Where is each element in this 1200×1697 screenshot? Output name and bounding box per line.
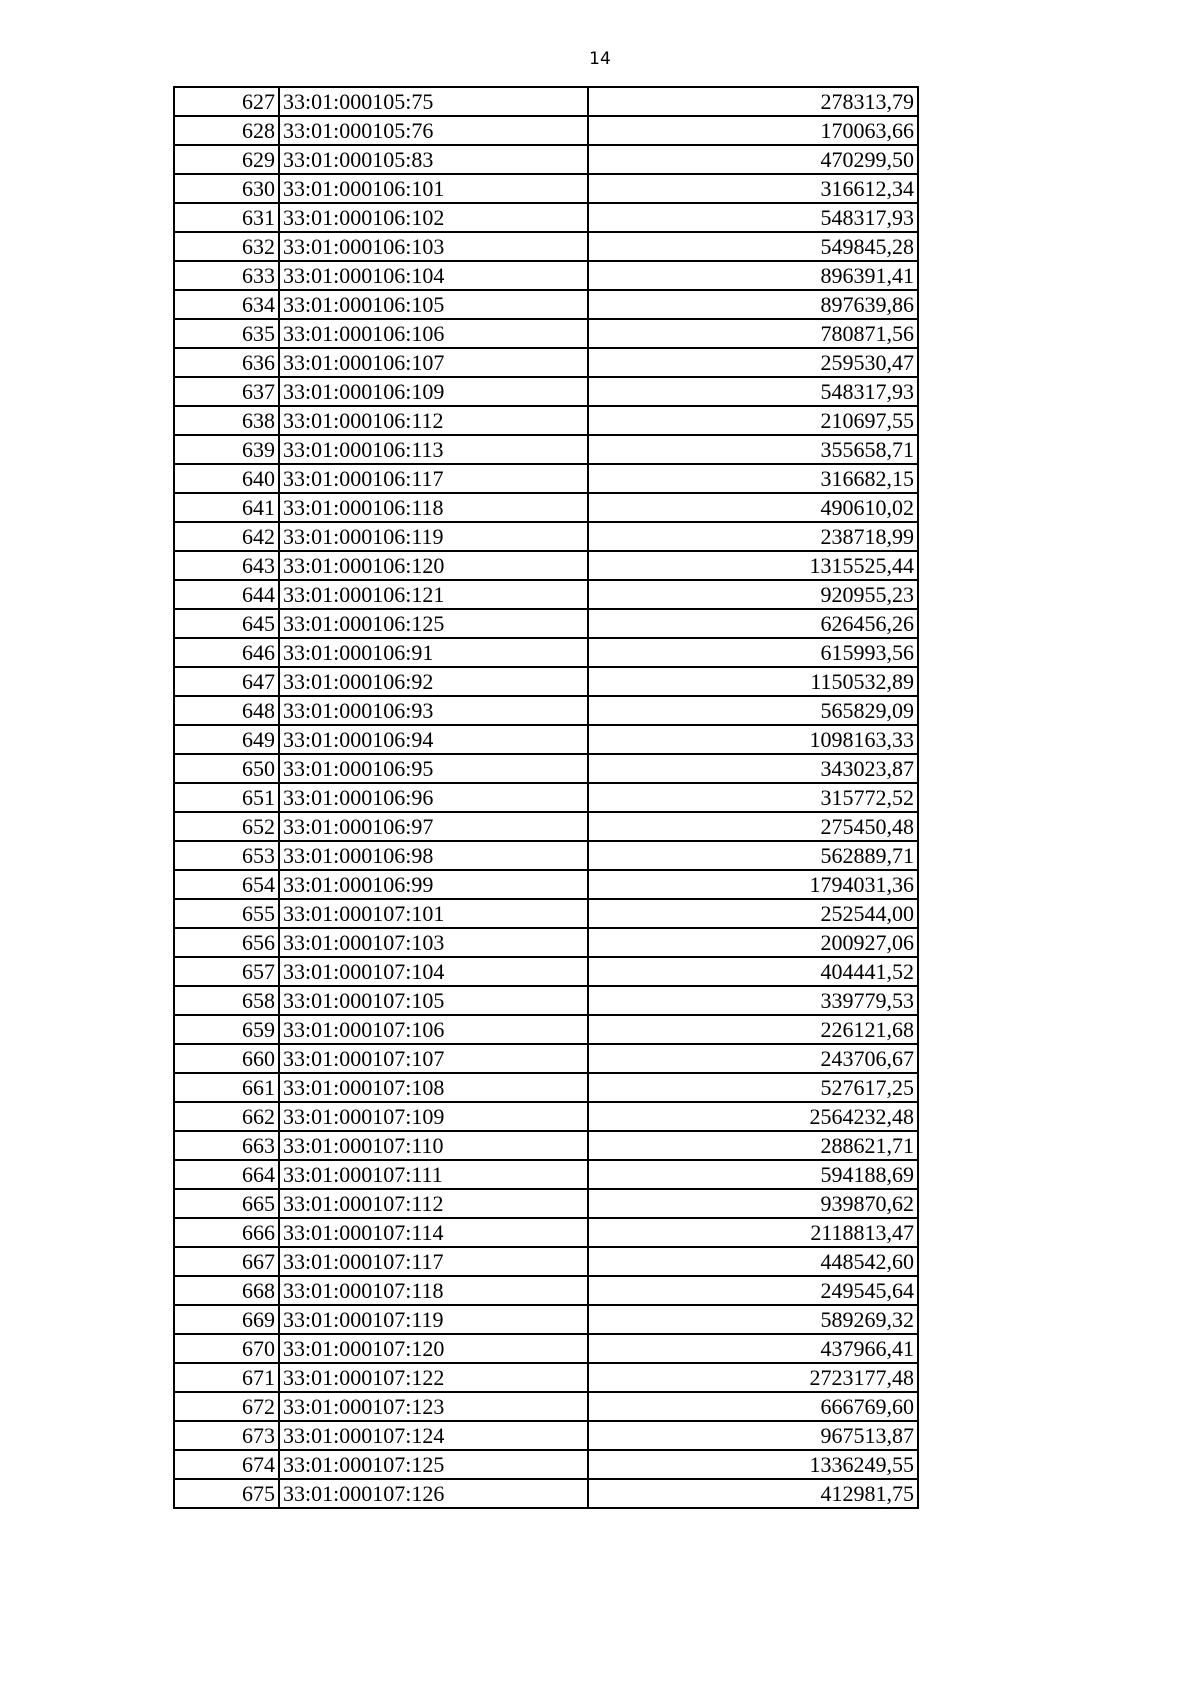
row-number-cell: 636 bbox=[174, 348, 279, 377]
value-cell: 252544,00 bbox=[588, 899, 918, 928]
value-cell: 1150532,89 bbox=[588, 667, 918, 696]
value-cell: 343023,87 bbox=[588, 754, 918, 783]
row-number-cell: 635 bbox=[174, 319, 279, 348]
value-cell: 238718,99 bbox=[588, 522, 918, 551]
table-row bbox=[174, 1015, 918, 1044]
cadastral-number-cell: 33:01:000107:107 bbox=[279, 1044, 588, 1073]
row-number-cell: 655 bbox=[174, 899, 279, 928]
table-row bbox=[174, 1276, 918, 1305]
value-cell: 259530,47 bbox=[588, 348, 918, 377]
value-cell: 2564232,48 bbox=[588, 1102, 918, 1131]
value-cell: 437966,41 bbox=[588, 1334, 918, 1363]
cadastral-number-cell: 33:01:000107:103 bbox=[279, 928, 588, 957]
row-number-cell: 637 bbox=[174, 377, 279, 406]
table-body bbox=[174, 87, 918, 1508]
cadastral-number-cell: 33:01:000106:97 bbox=[279, 812, 588, 841]
table-row bbox=[174, 1392, 918, 1421]
table-row bbox=[174, 290, 918, 319]
cadastral-number-cell: 33:01:000107:125 bbox=[279, 1450, 588, 1479]
value-cell: 548317,93 bbox=[588, 203, 918, 232]
cadastral-number-cell: 33:01:000106:120 bbox=[279, 551, 588, 580]
value-cell: 626456,26 bbox=[588, 609, 918, 638]
value-cell: 1794031,36 bbox=[588, 870, 918, 899]
row-number-cell: 668 bbox=[174, 1276, 279, 1305]
table-row bbox=[174, 1450, 918, 1479]
table-row bbox=[174, 232, 918, 261]
table-row bbox=[174, 754, 918, 783]
table-row bbox=[174, 783, 918, 812]
value-cell: 897639,86 bbox=[588, 290, 918, 319]
value-cell: 490610,02 bbox=[588, 493, 918, 522]
value-cell: 1098163,33 bbox=[588, 725, 918, 754]
row-number-cell: 639 bbox=[174, 435, 279, 464]
value-cell: 548317,93 bbox=[588, 377, 918, 406]
row-number-cell: 643 bbox=[174, 551, 279, 580]
row-number-cell: 628 bbox=[174, 116, 279, 145]
cadastral-number-cell: 33:01:000106:98 bbox=[279, 841, 588, 870]
table-row bbox=[174, 348, 918, 377]
value-cell: 1315525,44 bbox=[588, 551, 918, 580]
value-cell: 404441,52 bbox=[588, 957, 918, 986]
row-number-cell: 674 bbox=[174, 1450, 279, 1479]
table-row bbox=[174, 986, 918, 1015]
table-row bbox=[174, 435, 918, 464]
value-cell: 589269,32 bbox=[588, 1305, 918, 1334]
row-number-cell: 651 bbox=[174, 783, 279, 812]
cadastral-number-cell: 33:01:000106:99 bbox=[279, 870, 588, 899]
row-number-cell: 645 bbox=[174, 609, 279, 638]
row-number-cell: 650 bbox=[174, 754, 279, 783]
cadastral-number-cell: 33:01:000107:110 bbox=[279, 1131, 588, 1160]
table-row bbox=[174, 1160, 918, 1189]
row-number-cell: 675 bbox=[174, 1479, 279, 1508]
row-number-cell: 646 bbox=[174, 638, 279, 667]
table-row bbox=[174, 1363, 918, 1392]
table-row bbox=[174, 145, 918, 174]
row-number-cell: 633 bbox=[174, 261, 279, 290]
cadastral-number-cell: 33:01:000107:123 bbox=[279, 1392, 588, 1421]
cadastral-number-cell: 33:01:000106:106 bbox=[279, 319, 588, 348]
row-number-cell: 670 bbox=[174, 1334, 279, 1363]
row-number-cell: 664 bbox=[174, 1160, 279, 1189]
table-row bbox=[174, 116, 918, 145]
table-row bbox=[174, 725, 918, 754]
table-row bbox=[174, 580, 918, 609]
cadastral-number-cell: 33:01:000106:95 bbox=[279, 754, 588, 783]
row-number-cell: 632 bbox=[174, 232, 279, 261]
value-cell: 210697,55 bbox=[588, 406, 918, 435]
row-number-cell: 644 bbox=[174, 580, 279, 609]
table-row bbox=[174, 87, 918, 116]
row-number-cell: 642 bbox=[174, 522, 279, 551]
table-row bbox=[174, 203, 918, 232]
cadastral-number-cell: 33:01:000107:114 bbox=[279, 1218, 588, 1247]
cadastral-number-cell: 33:01:000107:126 bbox=[279, 1479, 588, 1508]
value-cell: 249545,64 bbox=[588, 1276, 918, 1305]
cadastral-number-cell: 33:01:000106:91 bbox=[279, 638, 588, 667]
row-number-cell: 630 bbox=[174, 174, 279, 203]
table-row bbox=[174, 1479, 918, 1508]
table-row bbox=[174, 870, 918, 899]
row-number-cell: 665 bbox=[174, 1189, 279, 1218]
row-number-cell: 652 bbox=[174, 812, 279, 841]
cadastral-number-cell: 33:01:000107:104 bbox=[279, 957, 588, 986]
value-cell: 412981,75 bbox=[588, 1479, 918, 1508]
row-number-cell: 657 bbox=[174, 957, 279, 986]
table-row bbox=[174, 464, 918, 493]
value-cell: 278313,79 bbox=[588, 87, 918, 116]
table-row bbox=[174, 1131, 918, 1160]
table-row bbox=[174, 1044, 918, 1073]
table-row bbox=[174, 174, 918, 203]
cadastral-number-cell: 33:01:000106:102 bbox=[279, 203, 588, 232]
value-cell: 316682,15 bbox=[588, 464, 918, 493]
cadastral-number-cell: 33:01:000106:125 bbox=[279, 609, 588, 638]
value-cell: 316612,34 bbox=[588, 174, 918, 203]
cadastral-number-cell: 33:01:000107:117 bbox=[279, 1247, 588, 1276]
table-row bbox=[174, 812, 918, 841]
value-cell: 896391,41 bbox=[588, 261, 918, 290]
cadastral-number-cell: 33:01:000106:101 bbox=[279, 174, 588, 203]
cadastral-number-cell: 33:01:000106:94 bbox=[279, 725, 588, 754]
value-cell: 967513,87 bbox=[588, 1421, 918, 1450]
cadastral-number-cell: 33:01:000105:76 bbox=[279, 116, 588, 145]
value-cell: 2723177,48 bbox=[588, 1363, 918, 1392]
value-cell: 288621,71 bbox=[588, 1131, 918, 1160]
cadastral-number-cell: 33:01:000106:103 bbox=[279, 232, 588, 261]
row-number-cell: 627 bbox=[174, 87, 279, 116]
row-number-cell: 629 bbox=[174, 145, 279, 174]
page-number: 14 bbox=[589, 49, 611, 69]
row-number-cell: 660 bbox=[174, 1044, 279, 1073]
value-cell: 666769,60 bbox=[588, 1392, 918, 1421]
value-cell: 2118813,47 bbox=[588, 1218, 918, 1247]
value-cell: 315772,52 bbox=[588, 783, 918, 812]
table-row bbox=[174, 406, 918, 435]
cadastral-number-cell: 33:01:000105:75 bbox=[279, 87, 588, 116]
cadastral-number-cell: 33:01:000106:118 bbox=[279, 493, 588, 522]
cadastral-number-cell: 33:01:000107:118 bbox=[279, 1276, 588, 1305]
value-cell: 1336249,55 bbox=[588, 1450, 918, 1479]
value-cell: 243706,67 bbox=[588, 1044, 918, 1073]
cadastral-number-cell: 33:01:000106:104 bbox=[279, 261, 588, 290]
cadastral-number-cell: 33:01:000106:117 bbox=[279, 464, 588, 493]
row-number-cell: 647 bbox=[174, 667, 279, 696]
cadastral-number-cell: 33:01:000107:120 bbox=[279, 1334, 588, 1363]
table-row bbox=[174, 696, 918, 725]
row-number-cell: 659 bbox=[174, 1015, 279, 1044]
table-row bbox=[174, 928, 918, 957]
cadastral-table bbox=[173, 86, 919, 1509]
row-number-cell: 638 bbox=[174, 406, 279, 435]
table-row bbox=[174, 493, 918, 522]
table-row bbox=[174, 667, 918, 696]
cadastral-number-cell: 33:01:000107:122 bbox=[279, 1363, 588, 1392]
row-number-cell: 631 bbox=[174, 203, 279, 232]
value-cell: 200927,06 bbox=[588, 928, 918, 957]
table-row bbox=[174, 522, 918, 551]
cadastral-number-cell: 33:01:000107:112 bbox=[279, 1189, 588, 1218]
cadastral-number-cell: 33:01:000107:106 bbox=[279, 1015, 588, 1044]
value-cell: 939870,62 bbox=[588, 1189, 918, 1218]
table-row bbox=[174, 1073, 918, 1102]
table-row bbox=[174, 899, 918, 928]
value-cell: 170063,66 bbox=[588, 116, 918, 145]
table-row bbox=[174, 609, 918, 638]
row-number-cell: 641 bbox=[174, 493, 279, 522]
row-number-cell: 640 bbox=[174, 464, 279, 493]
value-cell: 275450,48 bbox=[588, 812, 918, 841]
table-row bbox=[174, 957, 918, 986]
row-number-cell: 663 bbox=[174, 1131, 279, 1160]
row-number-cell: 656 bbox=[174, 928, 279, 957]
value-cell: 562889,71 bbox=[588, 841, 918, 870]
table-row bbox=[174, 377, 918, 406]
row-number-cell: 653 bbox=[174, 841, 279, 870]
value-cell: 226121,68 bbox=[588, 1015, 918, 1044]
row-number-cell: 649 bbox=[174, 725, 279, 754]
table-row bbox=[174, 319, 918, 348]
cadastral-number-cell: 33:01:000107:108 bbox=[279, 1073, 588, 1102]
cadastral-number-cell: 33:01:000105:83 bbox=[279, 145, 588, 174]
table-row bbox=[174, 261, 918, 290]
cadastral-number-cell: 33:01:000107:124 bbox=[279, 1421, 588, 1450]
cadastral-number-cell: 33:01:000106:92 bbox=[279, 667, 588, 696]
value-cell: 565829,09 bbox=[588, 696, 918, 725]
value-cell: 448542,60 bbox=[588, 1247, 918, 1276]
row-number-cell: 671 bbox=[174, 1363, 279, 1392]
value-cell: 615993,56 bbox=[588, 638, 918, 667]
cadastral-number-cell: 33:01:000107:105 bbox=[279, 986, 588, 1015]
table-row bbox=[174, 1218, 918, 1247]
value-cell: 920955,23 bbox=[588, 580, 918, 609]
row-number-cell: 662 bbox=[174, 1102, 279, 1131]
cadastral-number-cell: 33:01:000106:112 bbox=[279, 406, 588, 435]
row-number-cell: 672 bbox=[174, 1392, 279, 1421]
table-row bbox=[174, 551, 918, 580]
row-number-cell: 667 bbox=[174, 1247, 279, 1276]
cadastral-number-cell: 33:01:000106:121 bbox=[279, 580, 588, 609]
table-row bbox=[174, 1102, 918, 1131]
row-number-cell: 648 bbox=[174, 696, 279, 725]
row-number-cell: 658 bbox=[174, 986, 279, 1015]
cadastral-number-cell: 33:01:000107:111 bbox=[279, 1160, 588, 1189]
row-number-cell: 634 bbox=[174, 290, 279, 319]
table-row bbox=[174, 1334, 918, 1363]
row-number-cell: 669 bbox=[174, 1305, 279, 1334]
cadastral-number-cell: 33:01:000106:109 bbox=[279, 377, 588, 406]
cadastral-number-cell: 33:01:000106:119 bbox=[279, 522, 588, 551]
table-row bbox=[174, 841, 918, 870]
value-cell: 780871,56 bbox=[588, 319, 918, 348]
value-cell: 549845,28 bbox=[588, 232, 918, 261]
value-cell: 527617,25 bbox=[588, 1073, 918, 1102]
row-number-cell: 661 bbox=[174, 1073, 279, 1102]
row-number-cell: 654 bbox=[174, 870, 279, 899]
table-row bbox=[174, 1305, 918, 1334]
cadastral-number-cell: 33:01:000107:109 bbox=[279, 1102, 588, 1131]
table-row bbox=[174, 638, 918, 667]
value-cell: 355658,71 bbox=[588, 435, 918, 464]
cadastral-number-cell: 33:01:000106:96 bbox=[279, 783, 588, 812]
value-cell: 594188,69 bbox=[588, 1160, 918, 1189]
cadastral-number-cell: 33:01:000106:107 bbox=[279, 348, 588, 377]
row-number-cell: 666 bbox=[174, 1218, 279, 1247]
cadastral-number-cell: 33:01:000106:93 bbox=[279, 696, 588, 725]
cadastral-number-cell: 33:01:000106:105 bbox=[279, 290, 588, 319]
table-row bbox=[174, 1421, 918, 1450]
value-cell: 339779,53 bbox=[588, 986, 918, 1015]
cadastral-number-cell: 33:01:000106:113 bbox=[279, 435, 588, 464]
cadastral-number-cell: 33:01:000107:119 bbox=[279, 1305, 588, 1334]
row-number-cell: 673 bbox=[174, 1421, 279, 1450]
table-row bbox=[174, 1189, 918, 1218]
cadastral-number-cell: 33:01:000107:101 bbox=[279, 899, 588, 928]
value-cell: 470299,50 bbox=[588, 145, 918, 174]
table-row bbox=[174, 1247, 918, 1276]
